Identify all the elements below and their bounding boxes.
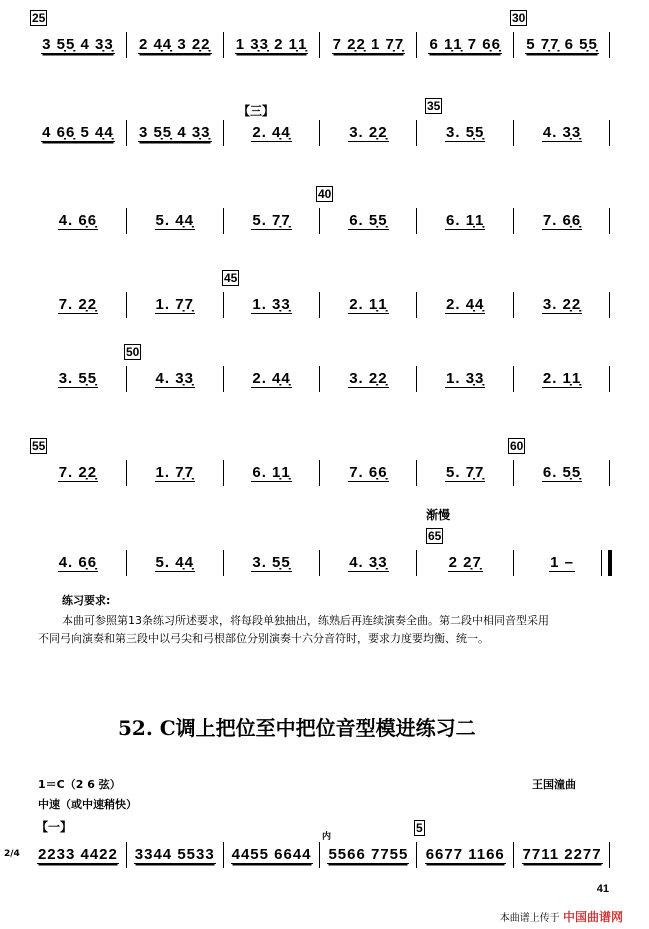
position-mark: 内 [322,832,332,842]
measure: 3. 5̣5̣ [58,370,98,387]
measure: 7. 2̣2̣ [58,464,98,481]
tempo-marking: 渐慢 [426,508,451,522]
measure: 2. 4̣4̣ [223,366,320,392]
rehearsal-mark: 25 [32,11,46,25]
footer [500,908,623,925]
practice-heading: 练习要求: [62,594,111,607]
piece-title: 52. C调上把位至中把位音型模进练习二 [118,716,476,740]
practice-line-2: 不同弓向演奏和第三段中以弓尖和弓根部位分别演奏十六分音符时，要求力度要均衡、统一。 [38,632,489,645]
measure: 4. 6̣6̣ [58,212,98,229]
measure: 3. 2̣2̣ [513,292,610,318]
composer: 王国潼曲 [532,778,576,791]
measure: 2. 4̣4̣ [223,120,320,146]
measure: 4. 3̣3̣ [126,366,223,392]
measure: 3 5̣5̣ 4 3̣3̣ [126,120,223,146]
measure: 2. 4̣4̣ [416,292,513,318]
measure: 3. 2̣2̣ [319,120,416,146]
measure: 5. 7̣7̣ [223,208,320,234]
rehearsal-mark: 55 [32,439,46,453]
measure: 5 7̣7̣ 6 5̣5̣ [513,32,610,58]
rehearsal-mark: 65 [428,529,442,543]
tempo-text: 中速（或中速稍快） [38,798,137,811]
rehearsal-mark: 50 [126,345,140,359]
measure: 4455 6644 [223,842,320,868]
score-row-3 [30,186,610,246]
measure: 5566 7755 [319,842,416,868]
rehearsal-mark: 35 [427,99,441,113]
measure: 1 – [513,550,610,576]
measure: 4. 3̣3̣ [319,550,416,576]
measure: 7. 2̣2̣ [58,296,98,313]
score-row-6 [30,438,610,498]
measure: 3. 5̣5̣ [223,550,320,576]
measure: 6. 1̣1̣ [223,460,320,486]
measure: 7. 6̣6̣ [513,208,610,234]
measure: 6677 1166 [416,842,513,868]
measure: 3. 5̣5̣ [416,120,513,146]
section-marker: 【一】 [36,820,73,834]
measure: 4. 3̣3̣ [513,120,610,146]
score-row-4 [30,270,610,330]
measure: 1 3̣3̣ 2 1̣1̣ [223,32,320,58]
measure: 6. 5̣5̣ [319,208,416,234]
measure: 7711 2277 [513,842,610,868]
measure: 6 1̣1̣ 7 6̣6̣ [416,32,513,58]
rehearsal-mark: 30 [512,11,526,25]
score-row-5 [30,344,610,404]
measure: 2. 1̣1̣ [319,292,416,318]
score-row-1 [30,10,610,70]
rehearsal-mark: 45 [224,271,238,285]
footer-site-logo[interactable]: 中国曲谱网 [562,910,623,924]
score-row-8 [4,820,610,880]
measure: 3344 5533 [126,842,223,868]
measure: 1. 3̣3̣ [416,366,513,392]
rehearsal-mark: 5 [416,821,423,835]
measure: 2. 1̣1̣ [513,366,610,392]
practice-line-1: 本曲可参照第13条练习所述要求，将每段单独抽出，练熟后再连续演奏全曲。第二段中相同音型采用 [62,614,549,627]
measure: 7 2̣2̣ 1 7̣7̣ [319,32,416,58]
measure: 2 2̣7̣ [416,550,513,576]
measure: 6. 5̣5̣ [513,460,610,486]
measure: 5. 4̣4̣ [126,208,223,234]
score-row-2 [30,98,610,158]
time-signature: 2/4 [4,849,20,859]
measure: 2 4̣4̣ 3 2̣2̣ [126,32,223,58]
measure: 5. 7̣7̣ [416,460,513,486]
measure: 3. 2̣2̣ [319,366,416,392]
measure: 7. 6̣6̣ [319,460,416,486]
footer-text: 本曲谱上传于 [499,913,560,924]
measure: 4 6̣6̣ 5 4̣4̣ [42,124,114,141]
measure: 3 5̣5̣ 4 3̣3̣ [42,36,114,53]
rehearsal-mark: 40 [318,187,332,201]
score-row-7 [30,508,610,588]
measure: 4. 6̣6̣ [58,554,98,571]
section-marker: 【三】 [238,104,275,118]
measure: 6. 1̣1̣ [416,208,513,234]
key-signature: 1＝C（2 6 弦） [38,778,121,791]
page-number: 41 [596,883,609,895]
measure: 1. 3̣3̣ [223,292,320,318]
final-barline [601,550,612,576]
measure: 1. 7̣7̣ [126,292,223,318]
measure: 5. 4̣4̣ [126,550,223,576]
measure: 2233 4422 [37,846,118,863]
measure: 1. 7̣7̣ [126,460,223,486]
rehearsal-mark: 60 [510,439,524,453]
